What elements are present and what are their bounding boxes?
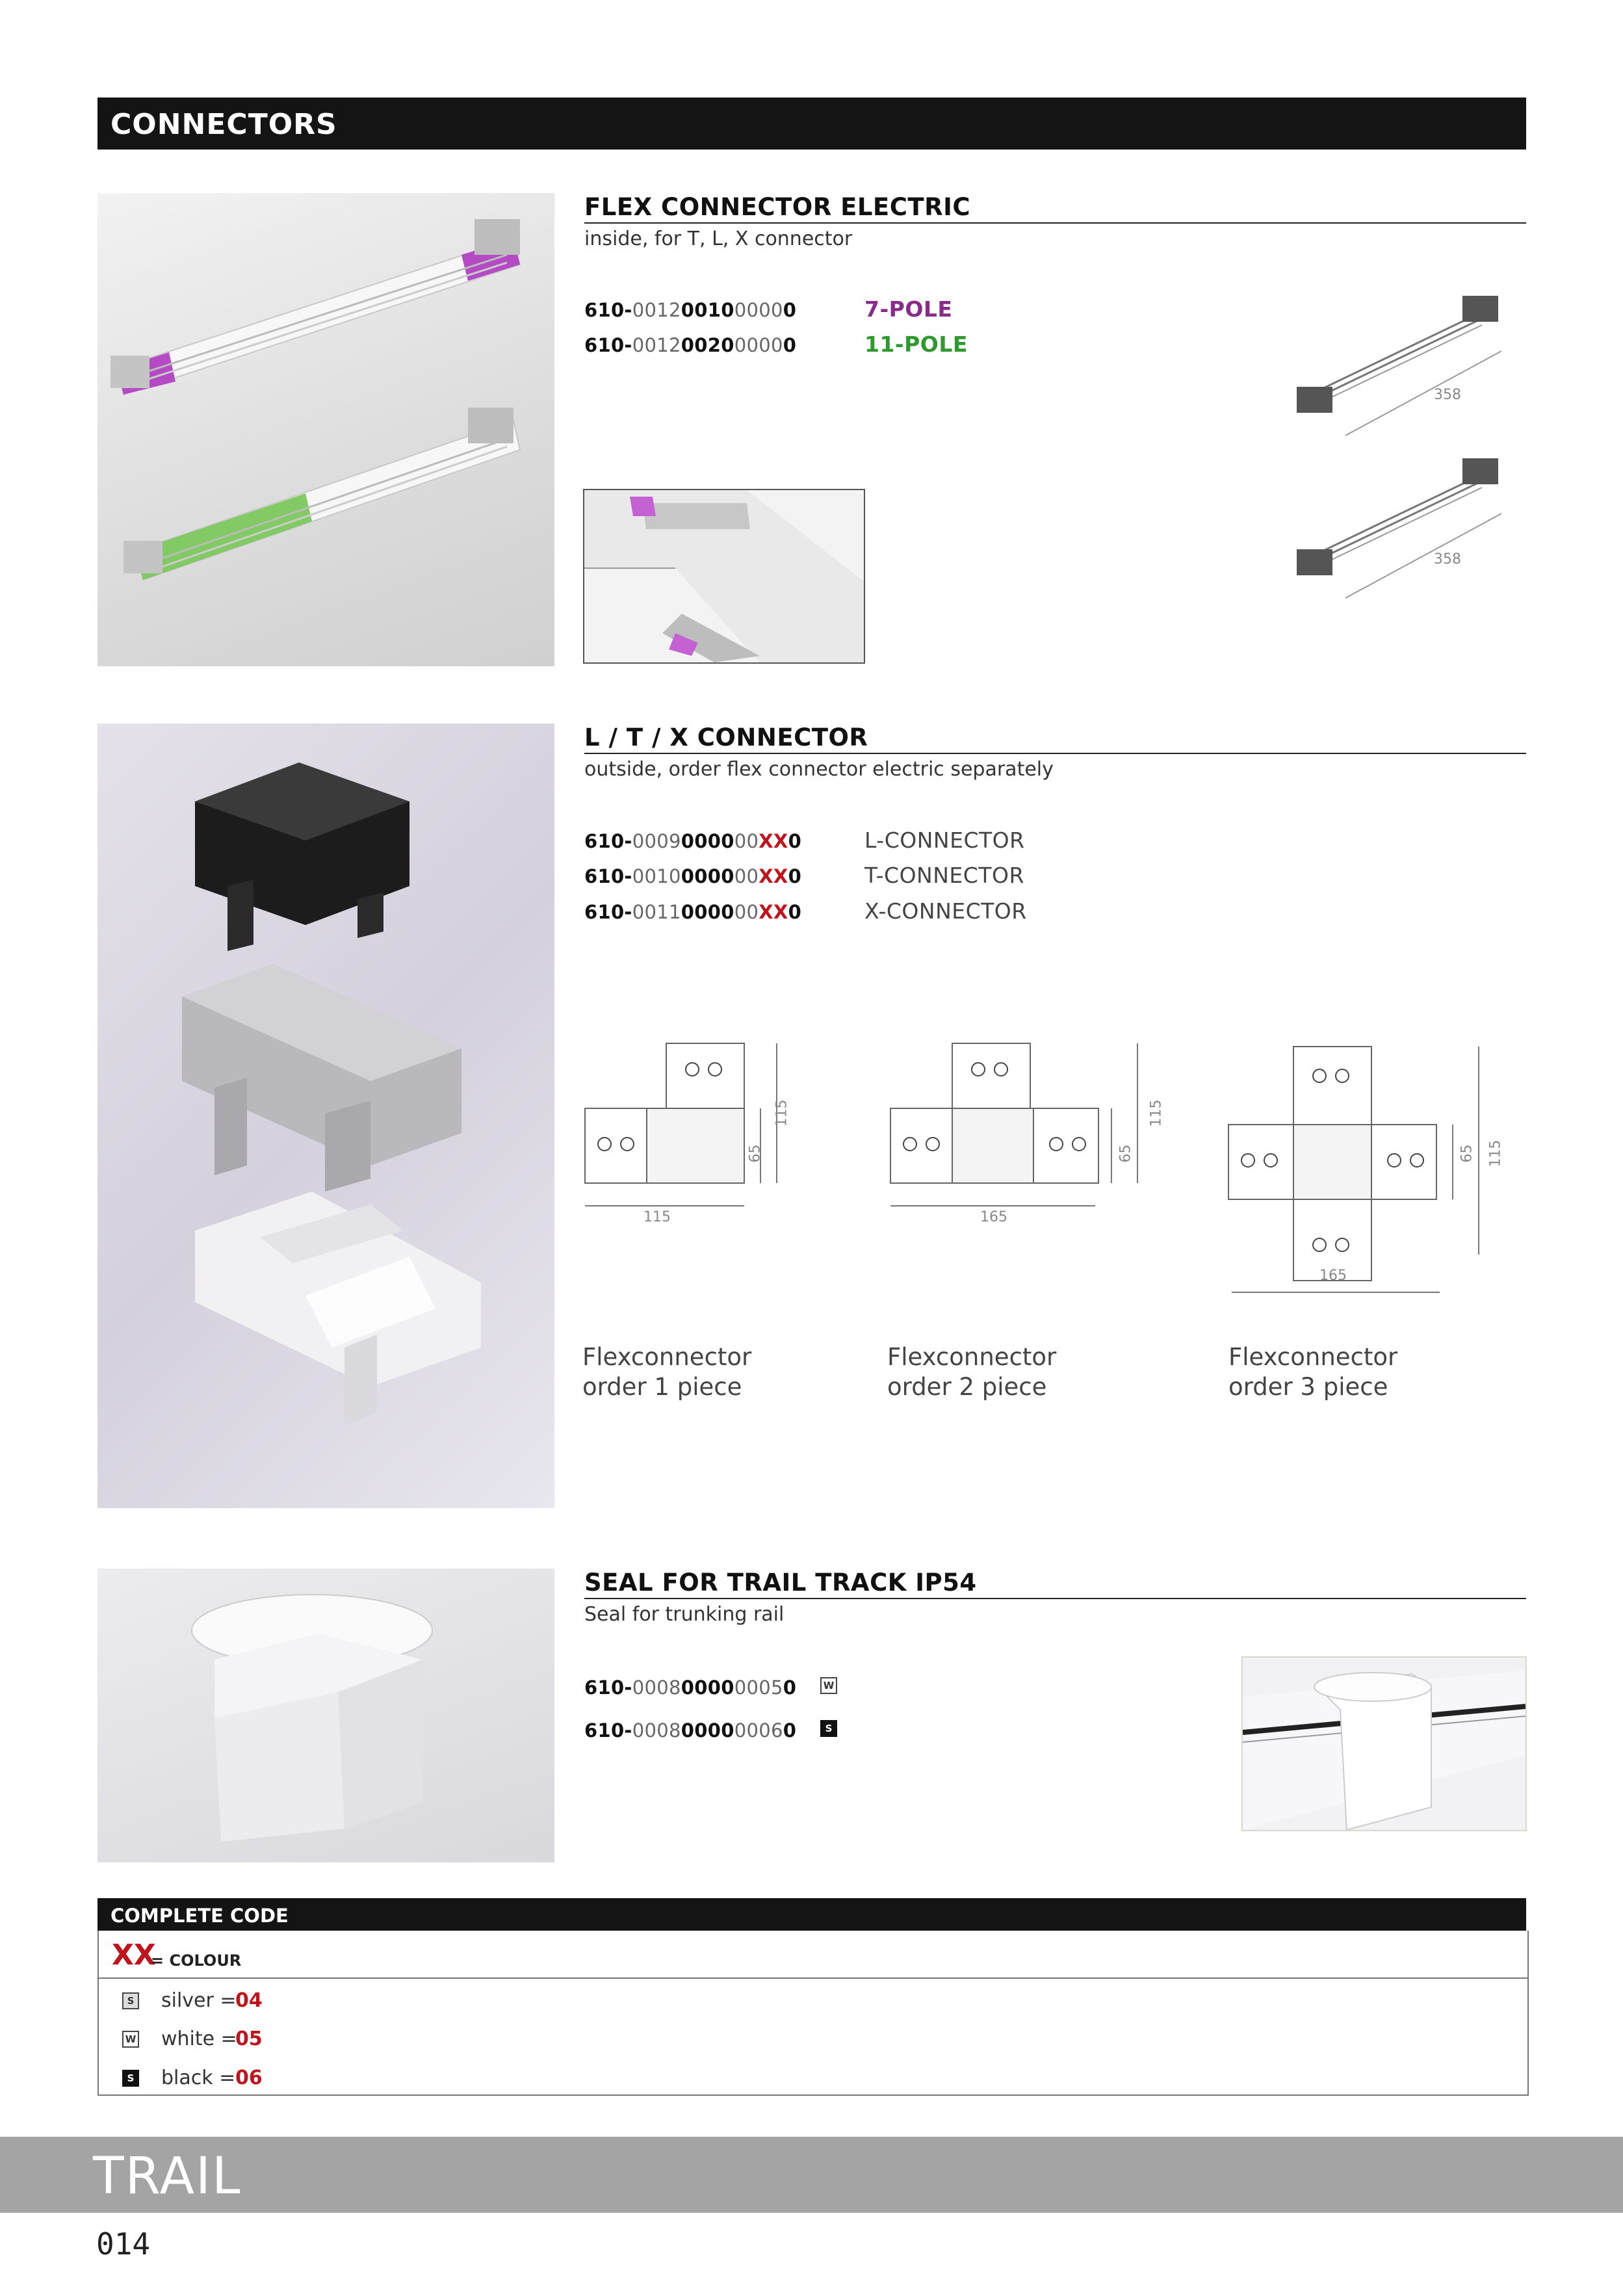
silver-swatch: S: [122, 1992, 139, 2009]
ltx-subtitle: outside, order flex connector electric separately: [584, 758, 1054, 781]
t-dim-h2: 115: [1148, 1099, 1165, 1127]
footer-band: [0, 2137, 1623, 2213]
flex-detail-photo: [583, 489, 865, 664]
complete-code-bar: [97, 1898, 1526, 1931]
complete-code-xx-label: = COLOUR: [151, 1951, 242, 1970]
seal-swatch-black: S: [820, 1720, 837, 1737]
l-dim-h2: 115: [773, 1099, 790, 1127]
t-dim-h1: 65: [1117, 1144, 1134, 1163]
flex-dim-2: 358: [1434, 551, 1461, 567]
t-order-note: Flexconnector order 2 piece: [887, 1343, 1057, 1401]
ltx-label-l: L-CONNECTOR: [864, 828, 1025, 853]
colour-row-silver: [99, 1988, 1527, 2016]
white-swatch: W: [122, 2031, 139, 2048]
seal-detail-photo: [1241, 1656, 1527, 1831]
ltx-connector-photo: [97, 724, 554, 1508]
silver-code: 04: [235, 1989, 263, 2012]
flex-label-11pole: 11-POLE: [864, 332, 968, 357]
complete-code-xx: XX: [112, 1938, 156, 1972]
ltx-code-x: 610-0011000000XX0: [584, 901, 802, 923]
ltx-label-t: T-CONNECTOR: [864, 863, 1024, 888]
flex-code-11pole: 610-0012002000000: [584, 334, 797, 356]
complete-code-colours: [97, 1979, 1529, 2096]
ltx-code-l: 610-0009000000XX0: [584, 830, 802, 852]
black-code: 06: [235, 2067, 263, 2089]
t-connector-drawing: [887, 1040, 1160, 1235]
flex-connector-drawing-1: [1293, 280, 1514, 442]
flex-connector-11pole-illustration: [123, 408, 520, 580]
flex-connector-photo: [97, 193, 554, 666]
seal-swatch-white: W: [820, 1677, 837, 1694]
colour-row-black: [99, 2065, 1527, 2094]
black-label: black =: [161, 2067, 236, 2089]
flex-subtitle: inside, for T, L, X connector: [584, 228, 853, 250]
x-connector-white-illustration: [195, 1192, 481, 1426]
flex-connector-drawing-2: [1293, 442, 1514, 605]
flex-code-7pole: 610-0012001000000: [584, 299, 797, 321]
x-connector-drawing: [1225, 1043, 1498, 1297]
ltx-label-x: X-CONNECTOR: [864, 898, 1027, 924]
ltx-title-rule: [584, 753, 1526, 754]
l-connector-drawing: [582, 1040, 816, 1235]
colour-row-white: [99, 2026, 1527, 2055]
l-order-note: Flexconnector order 1 piece: [582, 1343, 752, 1401]
flex-label-7pole: 7-POLE: [864, 296, 953, 322]
flex-dim-1: 358: [1434, 387, 1461, 403]
ltx-code-t: 610-0010000000XX0: [584, 865, 802, 887]
white-code: 05: [235, 2028, 263, 2050]
l-dim-width: 115: [643, 1209, 671, 1225]
page-number: 014: [96, 2226, 151, 2262]
t-dim-width: 165: [980, 1209, 1007, 1225]
seal-subtitle: Seal for trunking rail: [584, 1603, 785, 1626]
black-swatch: S: [122, 2070, 139, 2087]
flex-connector-7pole-illustration: [110, 219, 520, 395]
flex-title: FLEX CONNECTOR ELECTRIC: [584, 193, 970, 221]
white-label: white =: [161, 2028, 237, 2050]
seal-code-white: 610-0008000000050: [584, 1676, 797, 1699]
seal-photo: [97, 1569, 554, 1862]
section-header-bar: [97, 98, 1526, 150]
seal-title: SEAL FOR TRAIL TRACK IP54: [584, 1569, 977, 1597]
complete-code-title: COMPLETE CODE: [110, 1905, 289, 1927]
x-order-note: Flexconnector order 3 piece: [1228, 1343, 1398, 1401]
complete-code-xx-row: [97, 1931, 1529, 1979]
footer-brand: TRAIL: [93, 2147, 242, 2206]
x-dim-h1: 65: [1459, 1144, 1475, 1163]
x-dim-width: 165: [1319, 1268, 1347, 1284]
l-connector-black-illustration: [195, 763, 409, 951]
l-dim-h1: 65: [747, 1144, 764, 1163]
silver-label: silver =: [161, 1989, 237, 2012]
flex-title-rule: [584, 222, 1526, 224]
ltx-title: L / T / X CONNECTOR: [584, 724, 868, 751]
seal-code-black: 610-0008000000060: [584, 1719, 797, 1742]
section-header-title: CONNECTORS: [110, 108, 337, 141]
seal-title-rule: [584, 1598, 1526, 1599]
t-connector-grey-illustration: [182, 964, 461, 1192]
x-dim-h2: 115: [1487, 1140, 1504, 1168]
